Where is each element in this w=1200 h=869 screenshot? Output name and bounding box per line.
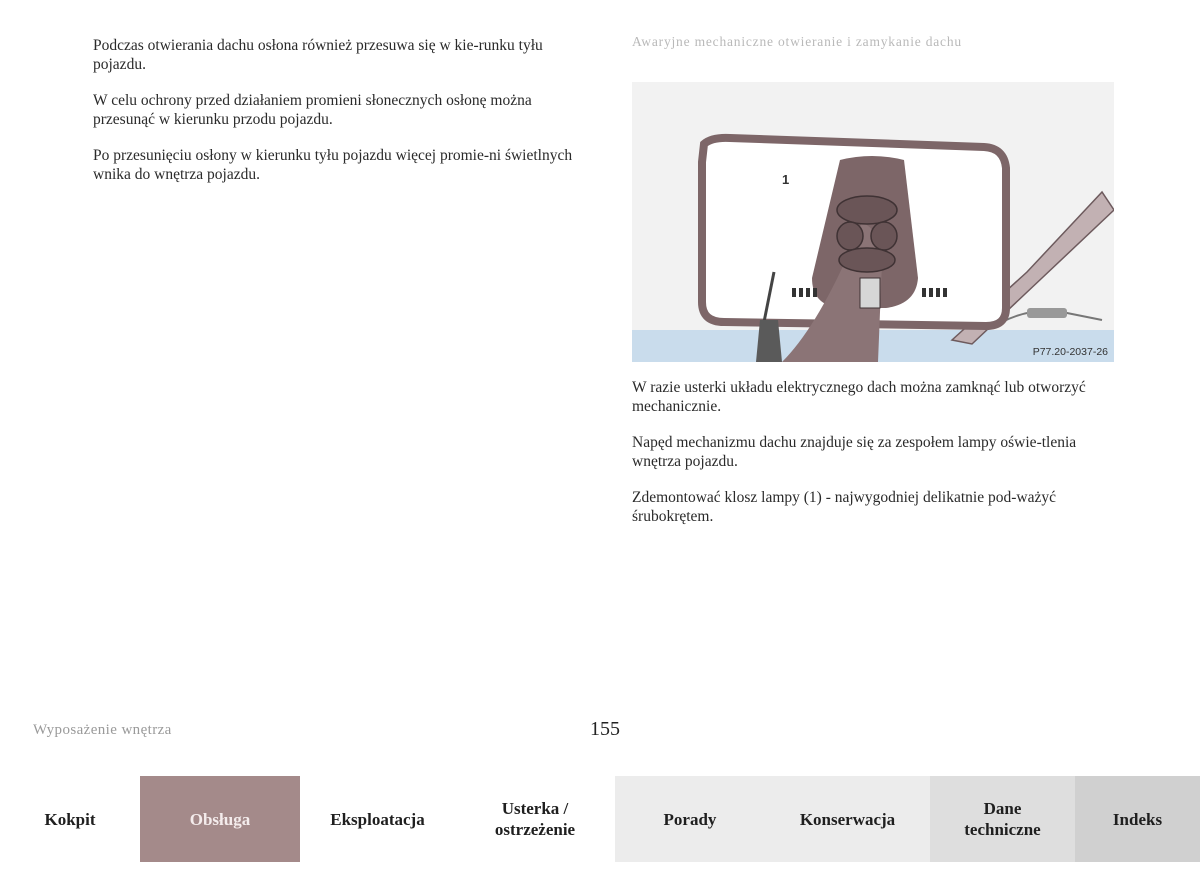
right-column	[632, 34, 1117, 543]
interior-light-button	[871, 222, 897, 250]
tab-kokpit[interactable]	[0, 776, 140, 862]
tab-label: Indeks	[1112, 809, 1163, 829]
reading-lamp-button	[839, 248, 895, 272]
body-paragraph: Podczas otwierania dachu osłona również przesuwa się w kie-runku tyłu pojazdu.	[93, 37, 543, 73]
body-paragraph: Po przesunięciu osłony w kierunku tyłu pojazdu więcej promie-ni świetlnych wnika do wnętrza pojazdu.	[93, 147, 573, 183]
tab-label: techniczne	[964, 820, 1041, 839]
tab-label: Dane	[983, 799, 1022, 818]
page-number: 155	[590, 718, 620, 740]
footer-section-title: Wyposażenie wnętrza	[33, 722, 172, 738]
tab-obsluga[interactable]	[140, 776, 300, 862]
tab-eksploatacja[interactable]	[300, 776, 455, 862]
tab-label: Konserwacja	[799, 809, 896, 829]
rear-lamp-button	[837, 222, 863, 250]
section-heading: Awaryjne mechaniczne otwieranie i zamykanie dachu	[632, 34, 962, 49]
roof-button	[837, 196, 897, 224]
body-paragraph: Zdemontować klosz lampy (1) - najwygodniej delikatnie pod-ważyć śrubokrętem.	[632, 489, 1056, 525]
overhead-console-figure	[632, 82, 1114, 362]
figure-callout: 1	[782, 172, 790, 187]
tab-porady[interactable]	[615, 776, 765, 862]
tab-label: ostrzeżenie	[494, 820, 576, 839]
body-paragraph: Napęd mechanizmu dachu znajduje się za zespołem lampy oświe-tlenia wnętrza pojazdu.	[632, 434, 1077, 470]
tab-usterka-ostrzezenie[interactable]	[455, 776, 615, 862]
body-paragraph: W celu ochrony przed działaniem promieni słonecznych osłonę można przesunąć w kierunku przodu pojazdu.	[93, 92, 532, 128]
tab-label: Eksploatacja	[330, 809, 425, 829]
screwdriver-handle	[756, 320, 782, 362]
tab-label: Kokpit	[44, 809, 96, 829]
chapter-navigation	[0, 776, 1200, 862]
figure-code: P77.20-2037-26	[1032, 346, 1108, 358]
tab-dane-techniczne[interactable]	[930, 776, 1075, 862]
tab-indeks[interactable]	[1075, 776, 1200, 862]
switch-panel	[860, 278, 880, 308]
tab-konserwacja[interactable]	[765, 776, 930, 862]
body-paragraph: W razie usterki układu elektrycznego dach można zamknąć lub otworzyć mechanicznie.	[632, 379, 1086, 415]
cable-plug	[1027, 308, 1067, 318]
tab-label: Porady	[663, 809, 717, 829]
left-column	[93, 36, 583, 201]
tab-label: Usterka /	[501, 799, 569, 818]
overhead-console-illustration	[632, 82, 1114, 362]
tab-label: Obsługa	[189, 809, 251, 829]
